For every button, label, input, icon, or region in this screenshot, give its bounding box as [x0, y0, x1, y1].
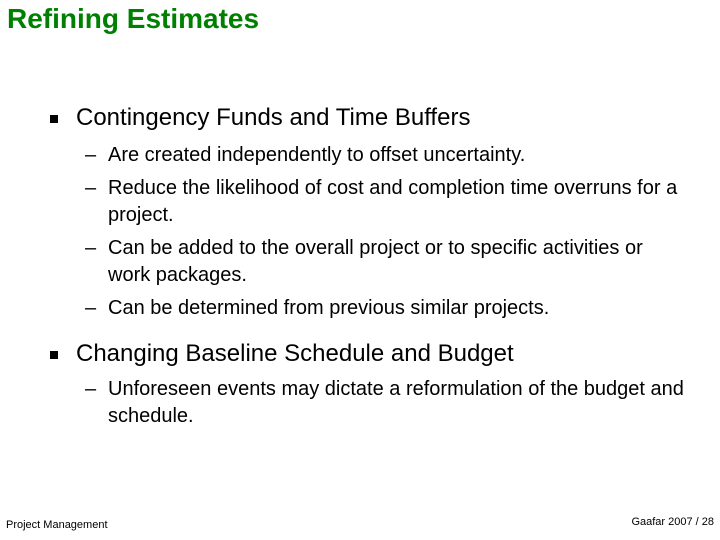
sub-item: [85, 175, 685, 229]
sub-item: [85, 376, 685, 430]
sub-item: [85, 142, 685, 169]
dash-bullet: –: [85, 237, 97, 259]
sub-item: [85, 235, 685, 289]
sub-item-text: Are created independently to offset uncertainty.: [108, 144, 526, 166]
dash-bullet: –: [85, 297, 97, 319]
dash-bullet: –: [85, 378, 97, 400]
footer-course-name: Project Management: [6, 519, 108, 531]
sub-item-text: Unforeseen events may dictate a reformulation of the budget and schedule.: [108, 378, 684, 427]
bullet-text: Changing Baseline Schedule and Budget: [76, 340, 514, 367]
sub-item-text: Can be determined from previous similar projects.: [108, 297, 550, 319]
dash-bullet: –: [85, 177, 97, 199]
sub-list-contingency: [85, 142, 685, 328]
footer-page-number: Gaafar 2007 / 28: [631, 516, 714, 528]
sub-list-baseline: [85, 376, 685, 436]
sub-item-text: Can be added to the overall project or to specific activities or work packages.: [108, 237, 643, 286]
square-bullet-icon: [50, 115, 58, 123]
square-bullet-icon: [50, 351, 58, 359]
bullet-item-baseline: [50, 340, 514, 369]
sub-item: [85, 295, 685, 322]
bullet-text: Contingency Funds and Time Buffers: [76, 104, 471, 131]
dash-bullet: –: [85, 144, 97, 166]
bullet-item-contingency: [50, 104, 470, 133]
sub-item-text: Reduce the likelihood of cost and completion time overruns for a project.: [108, 177, 678, 226]
slide-title: Refining Estimates: [7, 3, 260, 34]
